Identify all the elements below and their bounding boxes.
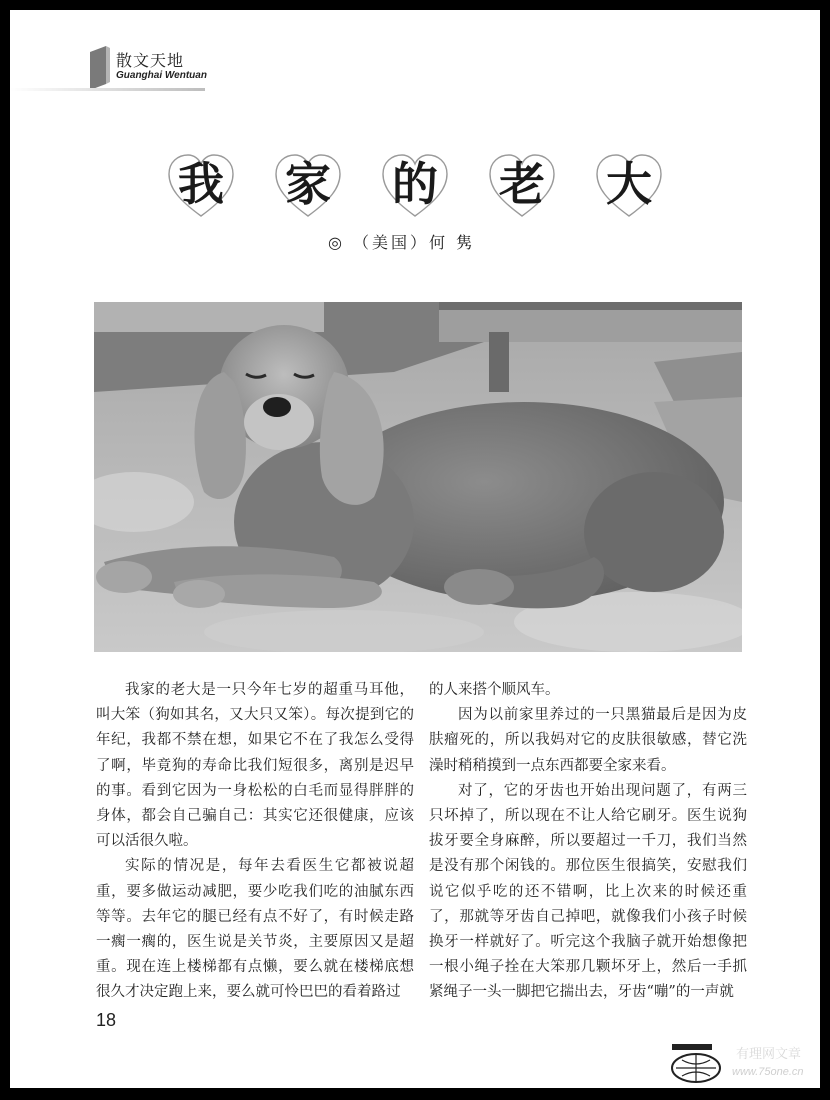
watermark-text: 有理网文章 <box>736 1047 802 1062</box>
dog-photo <box>94 302 742 652</box>
section-title: 散文天地 <box>116 51 185 70</box>
article-byline: ◎ （美国）何 隽 <box>328 233 476 252</box>
title-char: 家 <box>272 150 344 222</box>
paragraph: 因为以前家里养过的一只黑猫最后是因为皮肤瘤死的，所以我妈对它的皮肤很敏感，替它洗澡时稍稍摸到一点东西都要全家来看。 <box>429 707 747 774</box>
paragraph: 对了，它的牙齿也开始出现问题了，有两三只坏掉了，所以现在不让人给它刷牙。医生说狗拔牙要全身麻醉，所以要超过一千刀，我们当然是没有那个闲钱的。那位医生很搞笑，安慰我们说它似乎吃的还不错啊，比上次来的时候还重了，那就等牙齿自己掉吧，就像我们小孩子时候换牙一样就好了。听完这个我脑子就开始想像把一根小绳子拴在大笨那几颗坏牙上，然后一手抓紧绳子一头一脚把它揣出去，牙齿“嘣”的一声就 <box>429 782 747 1001</box>
article-title <box>165 150 665 222</box>
title-char: 老 <box>486 150 558 222</box>
watermark-url: www.75one.cn <box>732 1066 804 1078</box>
header-rule <box>10 88 205 91</box>
paragraph: 的人来搭个顺风车。 <box>429 682 560 698</box>
paragraph: 我家的老大是一只今年七岁的超重马耳他，叫大笨（狗如其名，又大只又笨）。每次提到它的年纪，我都不禁在想，如果它不在了我怎么受得了啊，毕竟狗的寿命比我们短很多，离别是迟早的事。看到它因为一身松松的白毛而显得胖胖的身体，都会自己骗自己：其实它还很健康，应该可以活很久啦。 <box>96 682 414 850</box>
page-number: 18 <box>96 1010 117 1030</box>
paragraph: 实际的情况是，每年去看医生它都被说超重，要多做运动减肥，要少吃我们吃的油腻东西等等。去年它的腿已经有点不好了，有时候走路一瘸一瘸的，医生说是关节炎，主要原因又是超重。现在连上楼梯都有点懒，要么就在楼梯底想很久才决定跑上来，要么就可怜巴巴的看着路过 <box>96 858 414 1001</box>
title-char: 大 <box>593 150 665 222</box>
text-column-left <box>96 678 414 1006</box>
title-char: 我 <box>165 150 237 222</box>
title-char: 的 <box>379 150 451 222</box>
section-subtitle: Guanghai Wentuan <box>116 70 207 81</box>
text-column-right <box>429 678 747 1006</box>
magazine-page <box>10 10 820 1088</box>
